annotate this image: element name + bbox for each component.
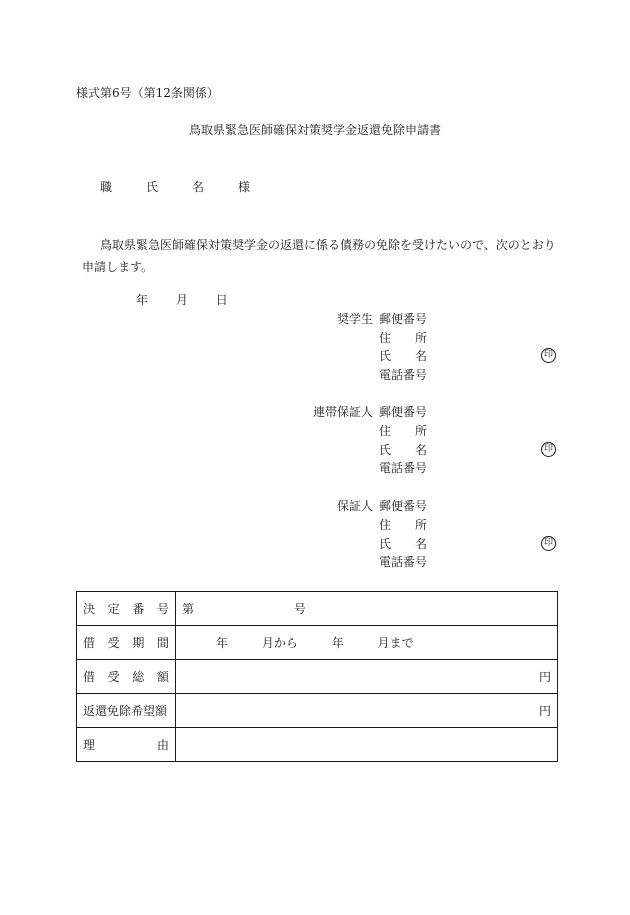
guarantor-phone: 電話番号 [379,555,428,569]
addressee: 職 氏 名 様 [100,180,262,194]
table-row [77,728,558,762]
loan-period-label: 借 受 期 間 [77,626,176,660]
joint-guarantor-seal-icon: 印 [541,442,556,457]
table-row [77,694,558,728]
joint-guarantor-postal: 郵便番号 [379,405,428,419]
party-role-joint-guarantor: 連帯保証人 [312,405,373,419]
date-day: 日 [215,293,228,307]
table-row [77,592,558,626]
loan-period-value[interactable]: 年 月から 年 月まで [176,626,558,660]
guarantor-seal-icon: 印 [541,536,556,551]
student-postal: 郵便番号 [379,312,428,326]
decision-number-label: 決 定 番 号 [77,592,176,626]
party-role-student: 奨学生 [336,312,373,326]
reason-label: 理 由 [77,728,176,762]
reason-value[interactable] [176,728,558,762]
table-row [77,626,558,660]
body-text: 鳥取県緊急医師確保対策奨学金の返還に係る債務の免除を受けたいので、次のとおり申請します。 [82,238,556,274]
joint-guarantor-phone: 電話番号 [379,461,428,475]
party-role-guarantor: 保証人 [336,499,373,513]
student-phone: 電話番号 [379,368,428,382]
joint-guarantor-name: 氏 名 [379,443,428,457]
exemption-amount-value[interactable]: 円 [176,694,558,728]
guarantor-name: 氏 名 [379,537,428,551]
date-year: 年 [136,293,149,307]
form-number: 様式第6号（第12条関係） [76,86,219,100]
student-name: 氏 名 [379,349,428,363]
guarantor-postal: 郵便番号 [379,499,428,513]
exemption-amount-label: 返還免除希望額 [77,694,176,728]
student-seal-icon: 印 [541,348,556,363]
loan-total-label: 借 受 総 額 [77,660,176,694]
joint-guarantor-address: 住 所 [379,424,428,438]
date-month: 月 [175,293,188,307]
details-table [76,591,558,762]
decision-number-value[interactable]: 第 号 [176,592,558,626]
table-row [77,660,558,694]
guarantor-address: 住 所 [379,518,428,532]
loan-total-value[interactable]: 円 [176,660,558,694]
document-title: 鳥取県緊急医師確保対策奨学金返還免除申請書 [188,123,441,137]
date-line [136,293,228,307]
student-address: 住 所 [379,331,428,345]
